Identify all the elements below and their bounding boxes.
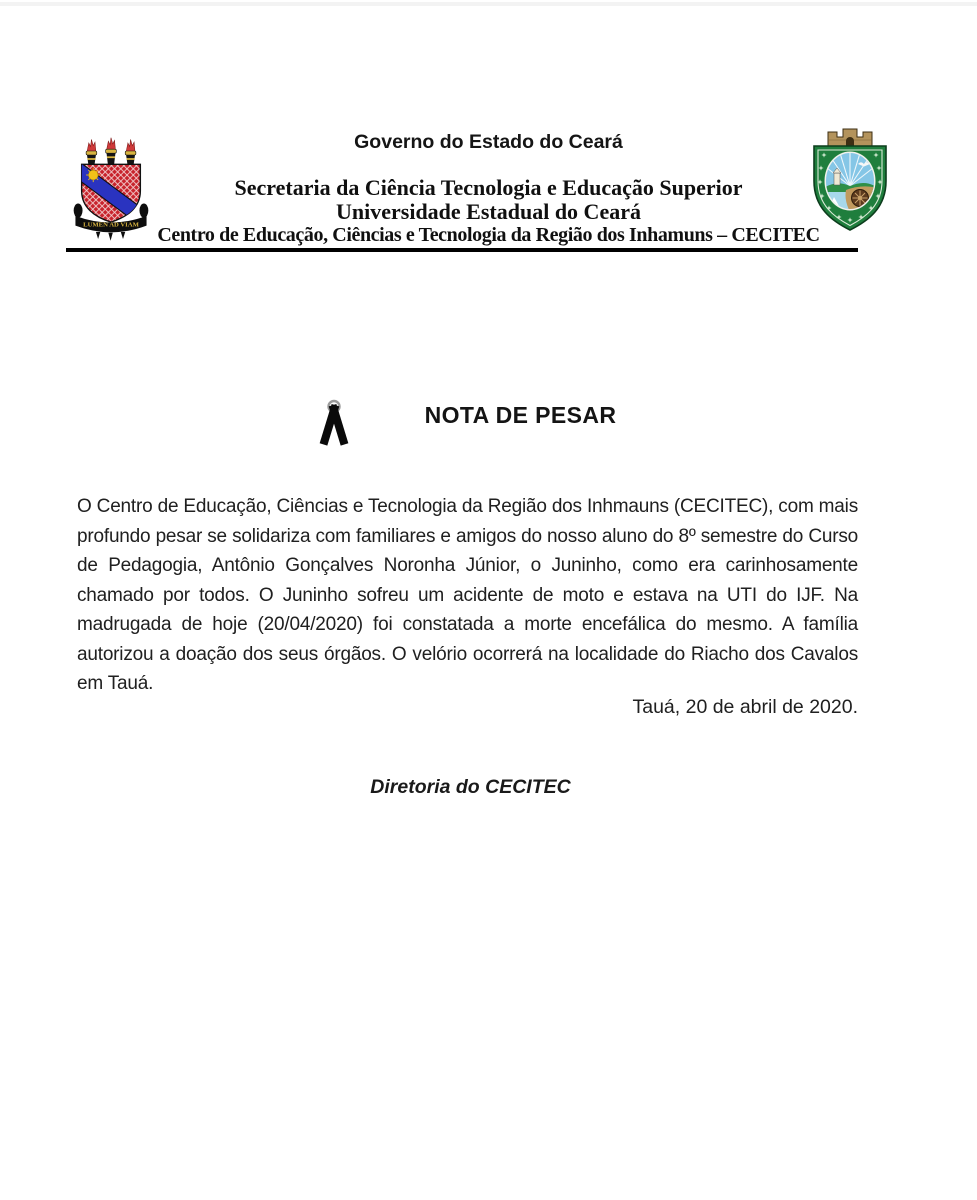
universidade-line: Universidade Estadual do Ceará [336,199,641,224]
header-divider [66,248,858,252]
uece-motto-text: LUMEN AD VIAM [83,221,139,229]
signature-line: Diretoria do CECITEC [370,776,571,798]
note-paragraph: O Centro de Educação, Ciências e Tecnologia da Região dos Inhmauns (CECITEC), com mais profundo pesar se solidariza com familiares e amigos do nosso aluno do 8º semestre do Curso de Pedagogia, Antônio Gonçalves Noronha Júnior, o Juninho, como era carinhosamente chamado por todos. O Juninho sofreu um acidente de moto e estava na UTI do IJF. Na madrugada de hoje (20/04/2020) foi constatada a morte encefálica do mesmo. A família autorizou a doação dos seus órgãos. O velório ocorrerá na localidade do Riacho dos Cavalos em Tauá. [77,496,858,694]
note-title: NOTA DE PESAR [424,402,617,428]
scan-edge-artifact [0,2,977,6]
secretaria-line: Secretaria da Ciência Tecnologia e Educação Superior [234,175,743,200]
letterhead [0,131,977,247]
date-line: Tauá, 20 de abril de 2020. [632,696,858,718]
title-row [0,396,977,452]
centro-line: Centro de Educação, Ciências e Tecnologia da Região dos Inhamuns – CECITEC [157,224,820,246]
governo-line: Governo do Estado do Ceará [354,131,623,153]
